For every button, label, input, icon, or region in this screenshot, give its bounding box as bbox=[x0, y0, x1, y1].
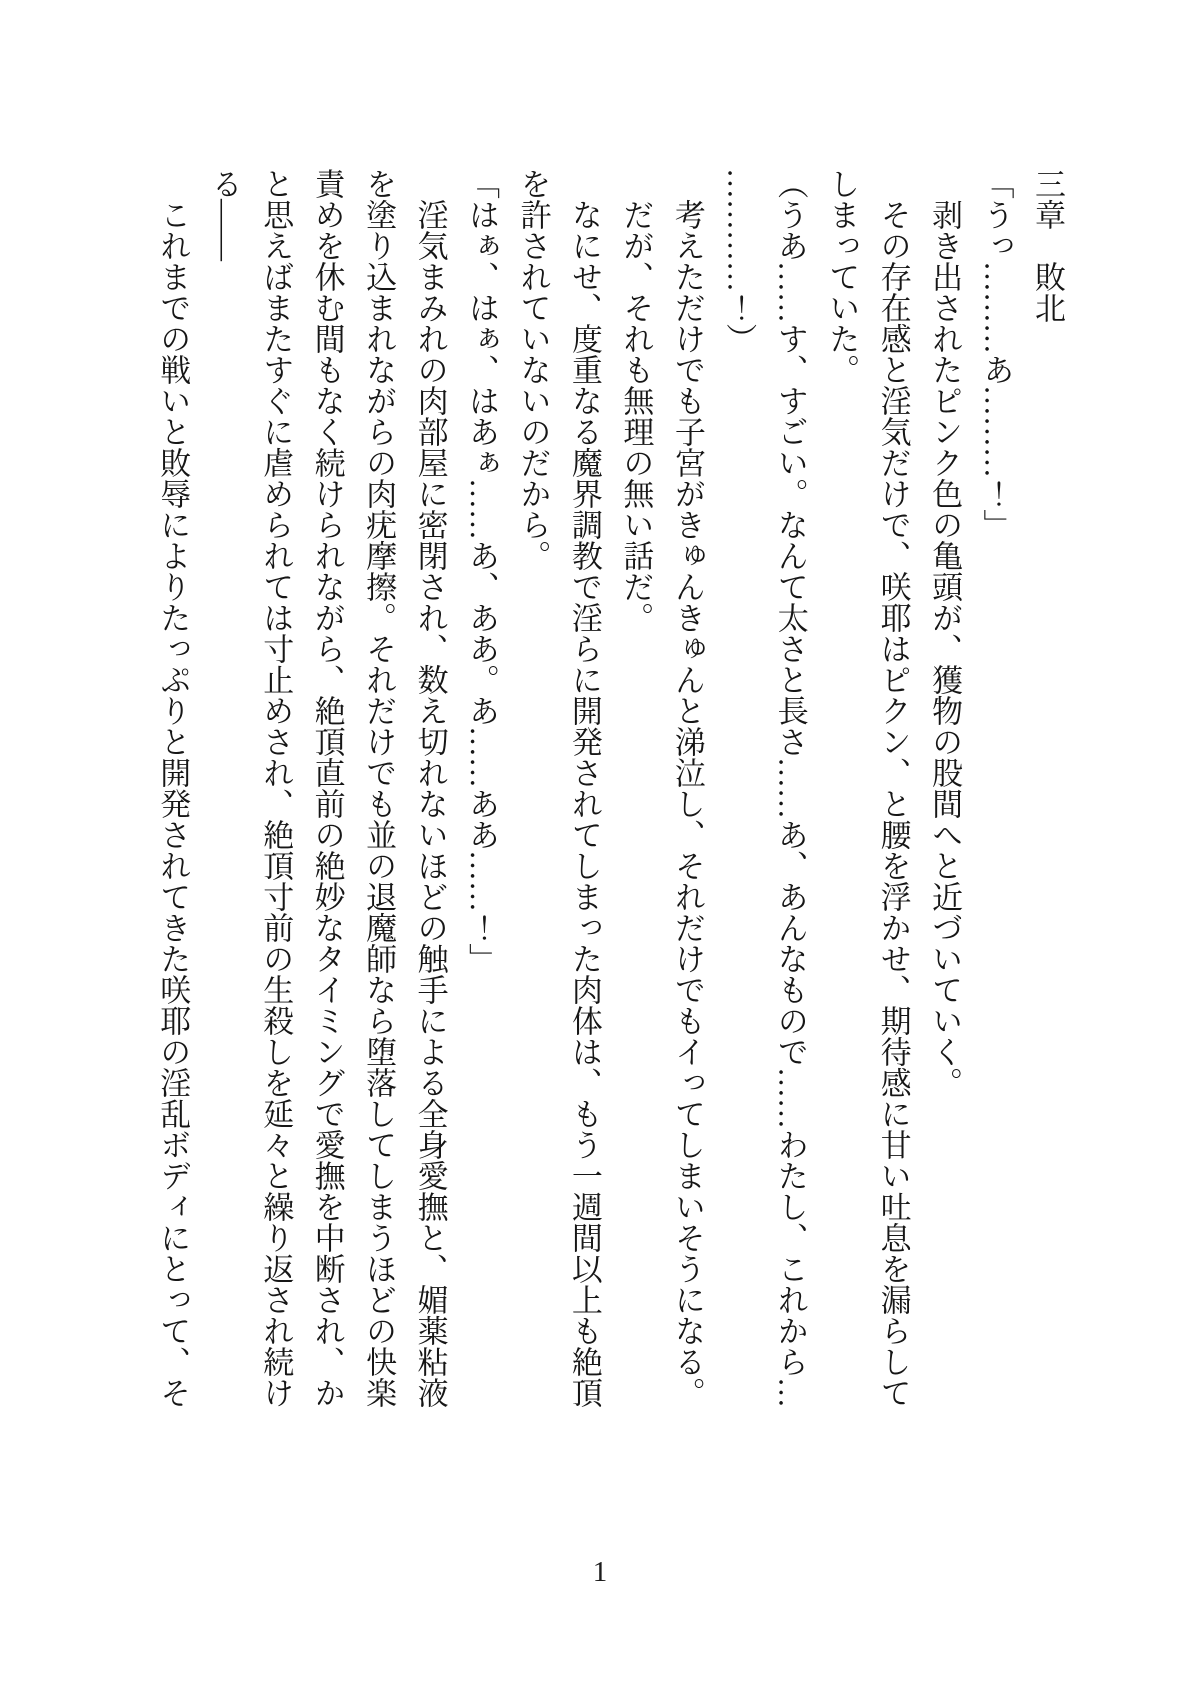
dialogue-line: 「はぁ、はぁ、はあぁ……あ、ああ。あ……ああ……！」 bbox=[464, 168, 500, 974]
narration-paragraph: 考えただけでも子宮がきゅんきゅんと涕泣し、それだけでもイってしまいそうになる。 bbox=[669, 199, 705, 1408]
page-number: 1 bbox=[592, 1556, 608, 1588]
narration-paragraph: 剥き出されたピンク色の亀頭が、獲物の股間へと近づいていく。 bbox=[927, 199, 963, 1098]
narration-paragraph: なにせ、度重なる魔界調教で淫らに開発されてしまった肉体は、もう一週間以上も絶頂を許されていないのだから。 bbox=[515, 168, 602, 1408]
narration-paragraph: これまでの戦いと敗辱によりたっぷりと開発されてきた咲耶の淫乱ボディにとって、そ bbox=[155, 199, 191, 1408]
vertical-text-body bbox=[147, 168, 1073, 1412]
chapter-heading: 三章 敗北 bbox=[1030, 168, 1065, 323]
narration-paragraph: その存在感と淫気だけで、咲耶はピクン、と腰を浮かせ、期待感に甘い吐息を漏らしてしまっていた。 bbox=[824, 168, 911, 1408]
monologue-line: （うあ……す、すごい。なんて太さと長さ……あ、あんなもので……わたし、これから……………！） bbox=[721, 168, 808, 1408]
dialogue-line: 「うっ………あ………！」 bbox=[978, 168, 1014, 540]
narration-paragraph: だが、それも無理の無い話だ。 bbox=[618, 199, 654, 633]
narration-paragraph: 淫気まみれの肉部屋に密閉され、数え切れないほどの触手による全身愛撫と、媚薬粘液を塗り込まれながらの肉疣摩擦。それだけでも並の退魔師なら堕落してしまうほどの快楽責めを休む間もなく続けられながら、絶頂直前の絶妙なタイミングで愛撫を中断され、かと思えばまたすぐに虐められては寸止めされ、絶頂寸前の生殺しを延々と繰り返され続ける―― bbox=[206, 168, 448, 1408]
